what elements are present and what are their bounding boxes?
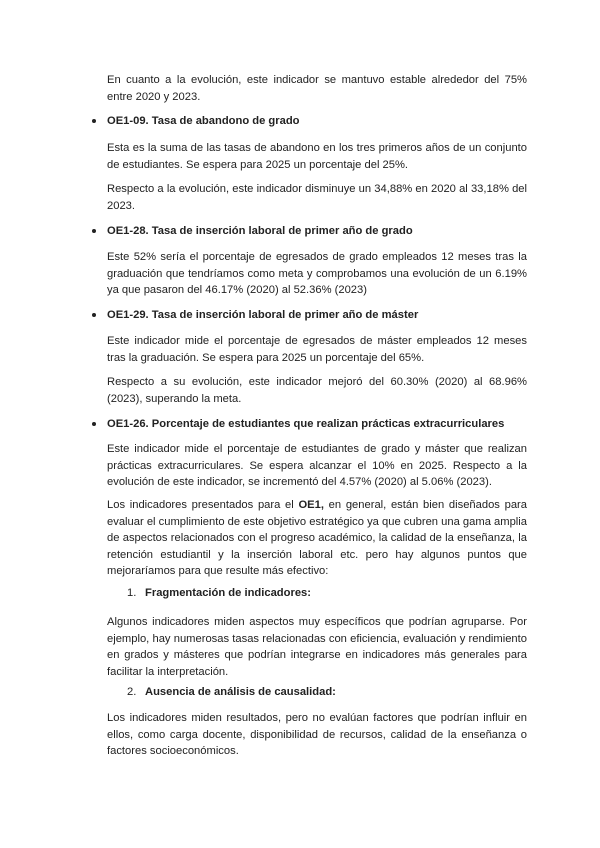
bullet-icon <box>92 422 96 426</box>
paragraph-abandono-evolution: Respecto a la evolución, este indicador disminuye un 34,88% en 2020 al 33,18% del 2023. <box>107 183 527 212</box>
list-number-2: 2. <box>127 686 137 698</box>
heading-oe1-29: OE1-29. Tasa de inserción laboral de primer año de máster <box>107 309 419 321</box>
paragraph-master-evolution: Respecto a su evolución, este indicador mejoró del 60.30% (2020) al 68.96% (2023), superando la meta. <box>107 376 527 405</box>
heading-oe1-26: OE1-26. Porcentaje de estudiantes que realizan prácticas extracurriculares <box>107 418 505 430</box>
paragraph-causalidad: Los indicadores miden resultados, pero no evalúan factores que podrían influir en ellos, como carga docente, disponibilidad de recursos, calidad de la enseñanza o factores socioeconómicos. <box>107 712 527 757</box>
bullet-icon <box>92 229 96 233</box>
heading-oe1-28: OE1-28. Tasa de inserción laboral de primer año de grado <box>107 225 413 237</box>
heading-causalidad: Ausencia de análisis de causalidad: <box>145 686 336 698</box>
bullet-icon <box>92 313 96 317</box>
paragraph-insercion-grado: Este 52% sería el porcentaje de egresados de grado empleados 12 meses tras la graduación que tendríamos como meta y comprobamos una evolución de un 6.19% ya que pasaron del 46.17% (2020) al 52.36% (2023) <box>107 251 527 296</box>
heading-fragmentacion: Fragmentación de indicadores: <box>145 587 311 599</box>
paragraph-fragmentacion: Algunos indicadores miden aspectos muy específicos que podrían agruparse. Por ejemplo, hay numerosas tasas relacionadas con eficiencia, evaluación y rendimiento en grados y másteres que podrían integrarse en indicadores más generales para facilitar la interpretación. <box>107 616 527 678</box>
heading-oe1-09: OE1-09. Tasa de abandono de grado <box>107 115 300 127</box>
paragraph-practicas: Este indicador mide el porcentaje de estudiantes de grado y máster que realizan prácticas extracurriculares. Se espera alcanzar el 10% en 2025. Respecto a la evolución de este indicador, se incrementó del 4.57% (2020) al 5.06% (2023). <box>107 443 527 488</box>
paragraph-evolution-75: En cuanto a la evolución, este indicador se mantuvo estable alrededor del 75% entre 2020 y 2023. <box>107 74 527 103</box>
paragraph-abandono-definition: Esta es la suma de las tasas de abandono en los tres primeros años de un conjunto de estudiantes. Se espera para 2025 un porcentaje del 25%. <box>107 142 527 171</box>
list-number-1: 1. <box>127 587 137 599</box>
paragraph-oe1-assessment: Los indicadores presentados para el OE1, en general, están bien diseñados para evaluar el cumplimiento de este objetivo estratégico ya que cubren una gama amplia de aspectos relacionados con el progreso académico, la calidad de la enseñanza, la retención estudiantil y la inserción laboral etc. pero hay algunos puntos que mejoraríamos para que resulte más efectivo: <box>107 499 527 577</box>
oe1-label: OE1, <box>298 499 324 511</box>
paragraph-insercion-master: Este indicador mide el porcentaje de egresados de máster empleados 12 meses tras la graduación. Se espera para 2025 un porcentaje del 65%. <box>107 335 527 364</box>
bullet-icon <box>92 119 96 123</box>
